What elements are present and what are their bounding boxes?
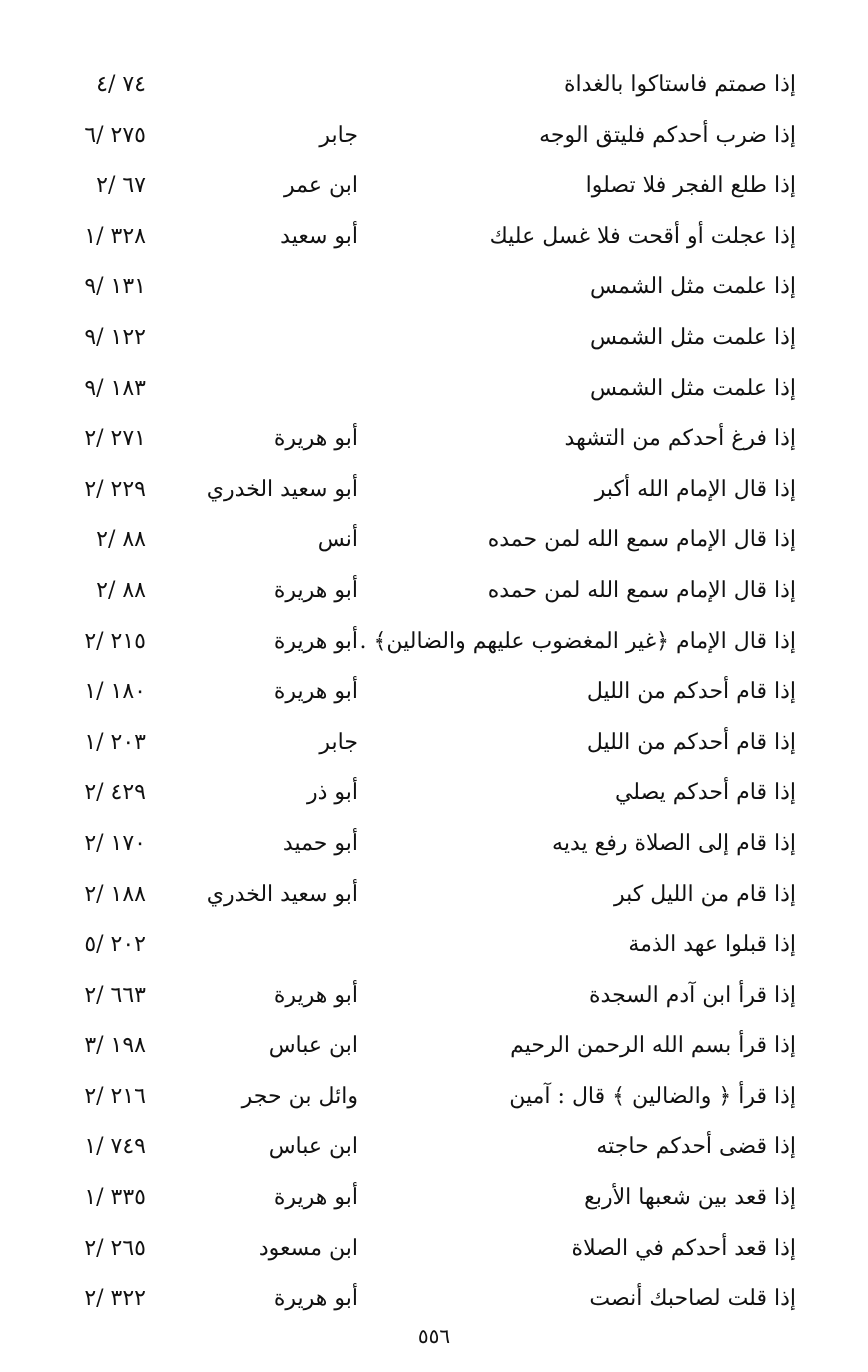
narrator-name: ابن مسعود	[258, 1235, 358, 1261]
narrator-name: أبو هريرة	[273, 679, 358, 705]
volume-page-ref: ٣٢٨ /١	[84, 223, 146, 249]
index-row	[0, 61, 868, 112]
volume-page-ref: ١٨٨ /٢	[84, 881, 146, 907]
volume-page-ref: ٤٢٩ /٢	[84, 780, 146, 806]
narrator-name: أبو سعيد الخدري	[206, 881, 358, 907]
volume-page-ref: ٢٧١ /٢	[84, 426, 146, 452]
index-row	[0, 921, 868, 972]
index-row	[0, 1275, 868, 1326]
index-row	[0, 112, 868, 163]
index-row	[0, 516, 868, 567]
narrator-name: جابر	[319, 122, 358, 148]
index-row	[0, 466, 868, 517]
hadith-text: إذا قرأ ﴿ والضالين ﴾ قال : آمين	[509, 1083, 796, 1109]
hadith-text: إذا قال الإمام الله أكبر	[594, 476, 796, 502]
volume-page-ref: ٣٣٥ /١	[84, 1185, 146, 1211]
index-row	[0, 618, 868, 669]
volume-page-ref: ٢١٥ /٢	[84, 628, 146, 654]
hadith-text: إذا فرغ أحدكم من التشهد	[564, 426, 796, 452]
volume-page-ref: ٣٢٢ /٢	[84, 1286, 146, 1312]
volume-page-ref: ١٨٣ /٩	[84, 375, 146, 401]
volume-page-ref: ٢٦٥ /٢	[84, 1235, 146, 1261]
narrator-name: أبو هريرة	[273, 982, 358, 1008]
volume-page-ref: ٧٤٩ /١	[84, 1134, 146, 1160]
index-row	[0, 668, 868, 719]
volume-page-ref: ١٣١ /٩	[84, 274, 146, 300]
volume-page-ref: ٨٨ /٢	[96, 527, 146, 553]
narrator-name: أبو سعيد	[280, 223, 358, 249]
narrator-name: أبو حميد	[282, 830, 358, 856]
narrator-name: أبو هريرة	[273, 1185, 358, 1211]
narrator-name: ابن عباس	[268, 1033, 358, 1059]
hadith-index-list	[0, 61, 868, 1326]
volume-page-ref: ٢٢٩ /٢	[84, 476, 146, 502]
volume-page-ref: ١٩٨ /٣	[84, 1033, 146, 1059]
hadith-text: إذا علمت مثل الشمس	[589, 375, 796, 401]
hadith-text: إذا قلت لصاحبك أنصت	[589, 1286, 796, 1312]
volume-page-ref: ٧٤ /٤	[96, 72, 146, 97]
volume-page-ref: ١٨٠ /١	[84, 679, 146, 705]
index-row	[0, 1073, 868, 1124]
hadith-text: إذا قرأ بسم الله الرحمن الرحيم	[510, 1033, 796, 1059]
index-row	[0, 162, 868, 213]
volume-page-ref: ٢٧٥ /٦	[84, 122, 146, 148]
hadith-text: إذا قام أحدكم من الليل	[586, 729, 796, 755]
hadith-text: إذا قرأ ابن آدم السجدة	[589, 982, 796, 1008]
narrator-name: ابن عمر	[284, 173, 358, 199]
volume-page-ref: ٨٨ /٢	[96, 577, 146, 603]
narrator-name: أبو هريرة	[273, 628, 358, 654]
index-row	[0, 719, 868, 770]
hadith-text: إذا قال الإمام سمع الله لمن حمده	[487, 577, 796, 603]
narrator-name: أبو ذر	[306, 780, 358, 806]
hadith-text: إذا قال الإمام ﴿غير المغضوب عليهم والضالين﴾ .	[359, 628, 796, 654]
index-row	[0, 1174, 868, 1225]
index-row	[0, 769, 868, 820]
hadith-text: إذا قام من الليل كبر	[613, 881, 796, 907]
hadith-text: إذا قام أحدكم من الليل	[586, 679, 796, 705]
narrator-name: ابن عباس	[268, 1134, 358, 1160]
index-row	[0, 213, 868, 264]
index-row	[0, 415, 868, 466]
narrator-name: جابر	[319, 729, 358, 755]
volume-page-ref: ٢٠٢ /٥	[84, 932, 146, 958]
index-row	[0, 263, 868, 314]
hadith-text: إذا قام إلى الصلاة رفع يديه	[552, 830, 796, 856]
hadith-text: إذا قال الإمام سمع الله لمن حمده	[487, 527, 796, 553]
volume-page-ref: ٦٦٣ /٢	[84, 982, 146, 1008]
volume-page-ref: ٢١٦ /٢	[84, 1083, 146, 1109]
narrator-name: أبو هريرة	[273, 426, 358, 452]
hadith-text: إذا قعد أحدكم في الصلاة	[571, 1235, 796, 1261]
hadith-text: إذا ضرب أحدكم فليتق الوجه	[539, 122, 796, 148]
index-row	[0, 1225, 868, 1276]
hadith-text: إذا قعد بين شعبها الأربع	[584, 1185, 796, 1211]
index-row	[0, 567, 868, 618]
volume-page-ref: ٦٧ /٢	[96, 173, 146, 199]
narrator-name: أبو هريرة	[273, 1286, 358, 1312]
hadith-text: إذا علمت مثل الشمس	[589, 274, 796, 300]
hadith-text: إذا قبلوا عهد الذمة	[628, 932, 796, 958]
volume-page-ref: ١٧٠ /٢	[84, 830, 146, 856]
hadith-text: إذا قام أحدكم يصلي	[614, 780, 796, 806]
hadith-text: إذا صمتم فاستاكوا بالغداة	[564, 72, 796, 97]
index-row	[0, 365, 868, 416]
index-row	[0, 972, 868, 1023]
index-row	[0, 314, 868, 365]
volume-page-ref: ١٢٢ /٩	[84, 324, 146, 350]
narrator-name: أبو سعيد الخدري	[206, 476, 358, 502]
hadith-text: إذا قضى أحدكم حاجته	[596, 1134, 796, 1160]
hadith-text: إذا علمت مثل الشمس	[589, 324, 796, 350]
narrator-name: أنس	[317, 527, 358, 553]
volume-page-ref: ٢٠٣ /١	[84, 729, 146, 755]
index-row	[0, 871, 868, 922]
narrator-name: أبو هريرة	[273, 577, 358, 603]
index-row	[0, 1123, 868, 1174]
index-row	[0, 1022, 868, 1073]
narrator-name: وائل بن حجر	[241, 1083, 358, 1109]
index-row	[0, 820, 868, 871]
hadith-text: إذا عجلت أو أقحت فلا غسل عليك	[489, 223, 796, 249]
hadith-text: إذا طلع الفجر فلا تصلوا	[585, 173, 796, 199]
page-number: ٥٥٦	[417, 1324, 451, 1348]
